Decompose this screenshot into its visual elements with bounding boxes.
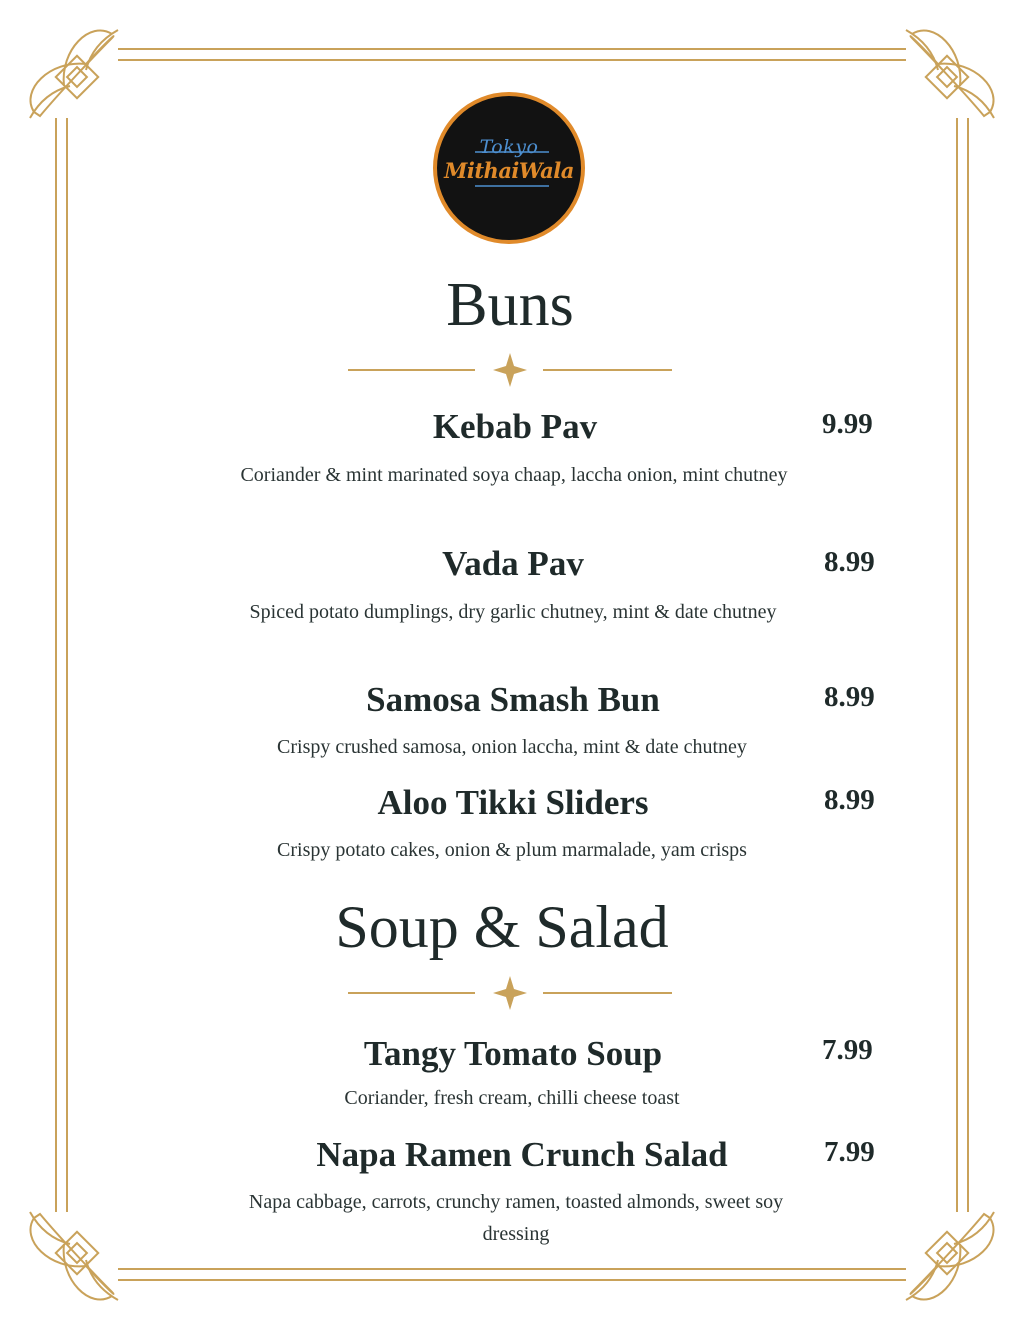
logo-text-mithaiwala: MithaiWala [444, 158, 574, 183]
star-icon [493, 976, 527, 1010]
menu-item-price: 8.99 [824, 546, 875, 578]
menu-item-price: 8.99 [824, 681, 875, 713]
menu-item-description: Napa cabbage, carrots, crunchy ramen, toasted almonds, sweet soy dressing [248, 1191, 784, 1245]
section-divider [340, 973, 680, 1013]
menu-item-description: Crispy crushed samosa, onion laccha, mint & date chutney [277, 736, 747, 758]
menu-item-name: Aloo Tikki Sliders [377, 783, 649, 822]
restaurant-logo [433, 92, 585, 244]
menu-item-price: 7.99 [822, 1034, 873, 1066]
menu-item-description: Spiced potato dumplings, dry garlic chutney, mint & date chutney [249, 601, 777, 623]
star-icon [493, 353, 527, 387]
menu-item-name: Samosa Smash Bun [366, 680, 660, 719]
logo-text-tokyo: Tokyo [479, 136, 539, 158]
menu-item-price: 7.99 [824, 1136, 875, 1168]
section-title-soup-salad: Soup & Salad [335, 894, 669, 960]
menu-item-name: Vada Pav [442, 544, 584, 583]
menu-item-name: Kebab Pav [432, 407, 598, 446]
section-divider [340, 350, 680, 390]
menu-item-name: Tangy Tomato Soup [363, 1034, 663, 1073]
menu-item-name: Napa Ramen Crunch Salad [316, 1135, 728, 1174]
menu-item-description: Coriander & mint marinated soya chaap, laccha onion, mint chutney [240, 464, 788, 486]
menu-item-description: Coriander, fresh cream, chilli cheese toast [344, 1087, 680, 1109]
menu-item-description: Crispy potato cakes, onion & plum marmalade, yam crisps [277, 839, 747, 861]
section-title-buns: Buns [446, 271, 574, 339]
menu-item-price: 8.99 [824, 784, 875, 816]
menu-item-price: 9.99 [822, 408, 873, 440]
